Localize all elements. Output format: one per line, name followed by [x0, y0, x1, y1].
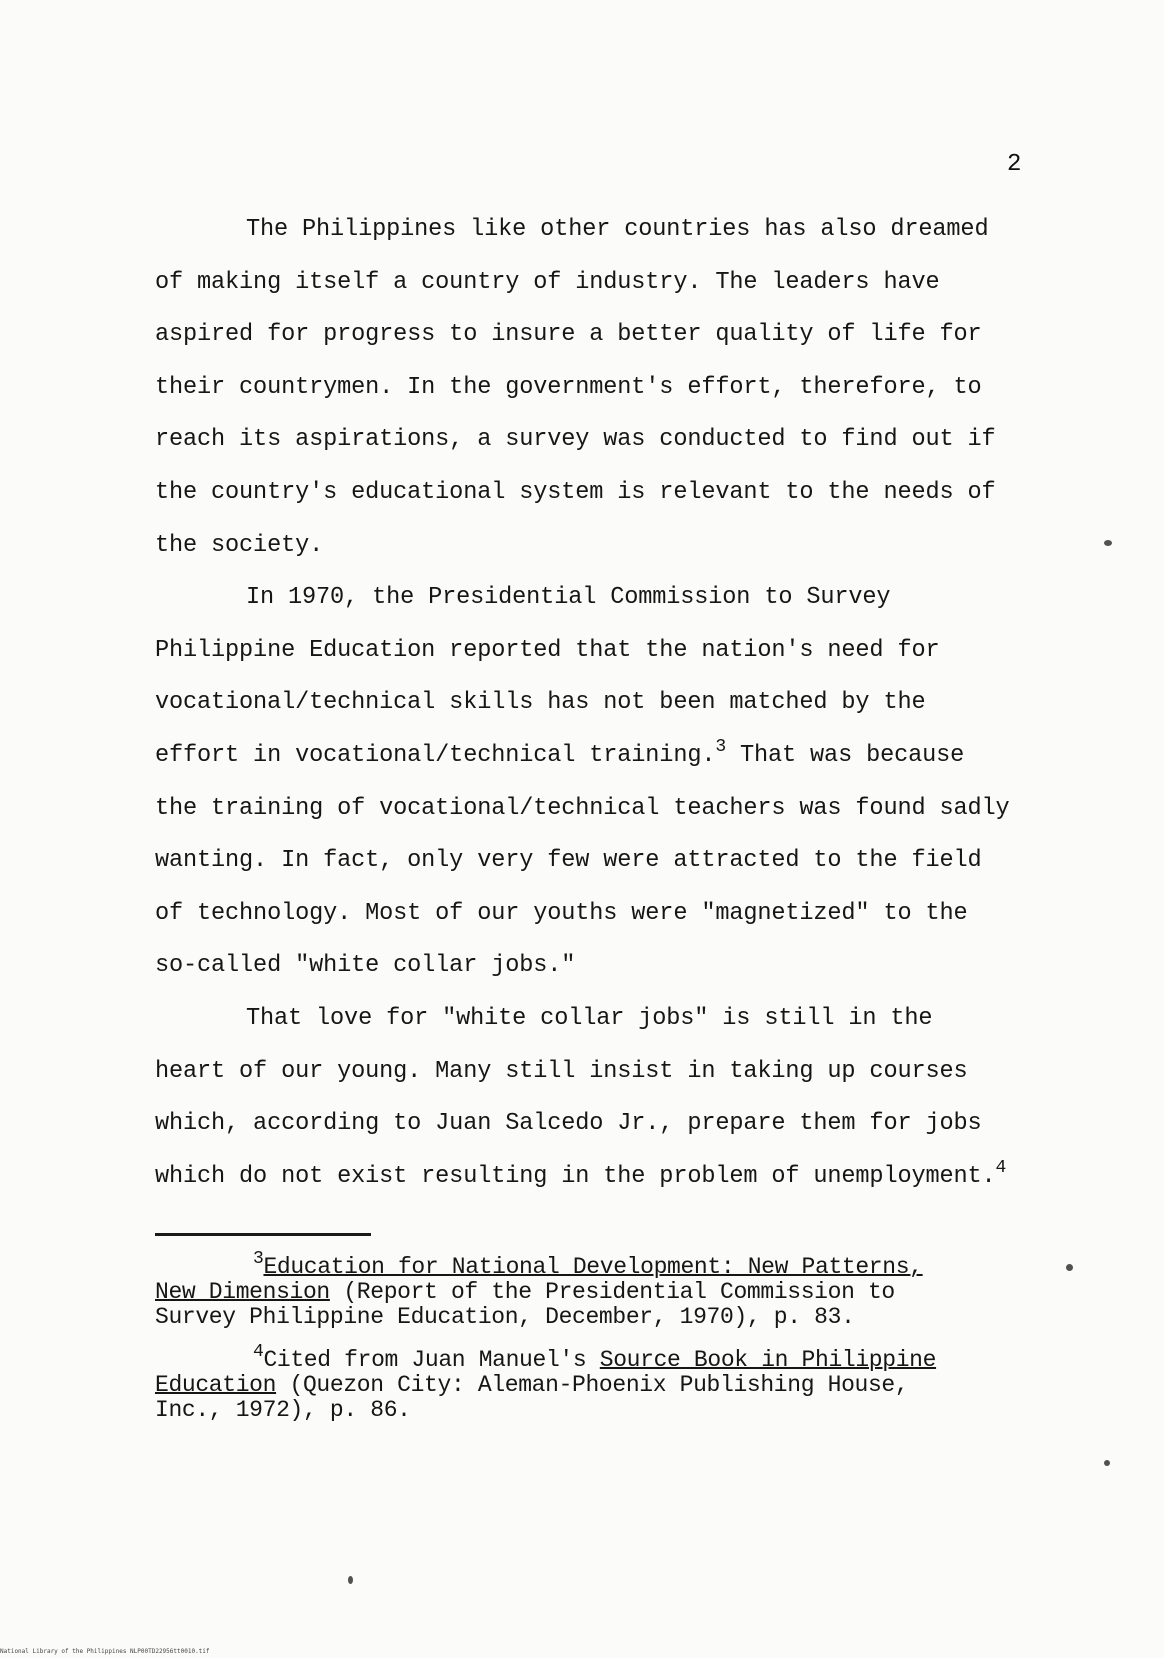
text-line: of making itself a country of industry. The leaders have	[155, 268, 940, 296]
text-line: the country's educational system is relevant to the needs of	[155, 478, 996, 506]
footnotes	[155, 1249, 1005, 1441]
text-line: reach its aspirations, a survey was conducted to find out if	[155, 426, 996, 454]
scan-speck	[1104, 1460, 1110, 1466]
archive-label: National Library of the Philippines NLP00TD22956tt0010.tif	[0, 1648, 210, 1655]
text-fragment: which do not exist resulting in the problem of unemployment.	[155, 1162, 996, 1190]
scan-speck	[1104, 540, 1112, 546]
text-line: vocational/technical skills has not been matched by the	[155, 689, 926, 717]
footnote-line: Inc., 1972), p. 86.	[155, 1397, 411, 1423]
footnote-line	[155, 1280, 1005, 1305]
footnote-marker: 3	[253, 1249, 264, 1269]
text-line: the society.	[155, 531, 324, 559]
footnote-reference-4: 4	[995, 1157, 1007, 1178]
text-line: so-called "white collar jobs."	[155, 952, 576, 980]
paragraph-1	[155, 204, 1005, 572]
footnote-line	[155, 1373, 1005, 1398]
scan-speck	[1066, 1264, 1073, 1271]
text-fragment: effort in vocational/technical training.	[155, 741, 716, 769]
text-line: Philippine Education reported that the nation's need for	[155, 636, 940, 664]
footnote-divider	[155, 1233, 371, 1236]
footnote-line	[155, 1342, 1005, 1373]
footnote-4	[155, 1342, 1005, 1423]
text-line: their countrymen. In the government's effort, therefore, to	[155, 373, 982, 401]
footnote-title: Education for National Development: New Patterns,	[263, 1254, 923, 1280]
footnote-text: (Report of the Presidential Commission to	[329, 1279, 895, 1305]
text-line	[155, 730, 1005, 783]
paragraph-3	[155, 993, 1005, 1203]
footnote-title: New Dimension	[155, 1279, 330, 1305]
page-number: 2	[1007, 151, 1022, 178]
body-text	[155, 204, 1010, 1203]
footnote-text: Cited from Juan Manuel's	[263, 1347, 600, 1373]
scan-speck	[348, 1576, 353, 1584]
footnote-text: (Quezon City: Aleman-Phoenix Publishing House,	[276, 1372, 909, 1398]
footnote-reference-3: 3	[715, 736, 726, 757]
text-fragment: That was because	[726, 741, 965, 769]
text-line: the training of vocational/technical teachers was found sadly	[155, 794, 1010, 822]
footnote-marker: 4	[253, 1342, 264, 1362]
text-line: aspired for progress to insure a better quality of life for	[155, 321, 982, 349]
footnote-title: Source Book in Philippine	[599, 1347, 937, 1373]
footnote-line	[155, 1249, 1005, 1280]
footnote-line: Survey Philippine Education, December, 1970), p. 83.	[155, 1304, 855, 1330]
text-line: of technology. Most of our youths were "magnetized" to the	[155, 899, 968, 927]
paragraph-2	[155, 572, 1010, 993]
footnote-3	[155, 1249, 1005, 1330]
text-line: In 1970, the Presidential Commission to Survey	[246, 584, 891, 612]
text-line: heart of our young. Many still insist in taking up courses	[155, 1057, 968, 1085]
text-line: wanting. In fact, only very few were attracted to the field	[155, 847, 982, 875]
text-line: which, according to Juan Salcedo Jr., prepare them for jobs	[155, 1110, 982, 1138]
text-line: That love for "white collar jobs" is still in the	[246, 1004, 933, 1032]
text-line: The Philippines like other countries has also dreamed	[246, 216, 989, 243]
text-line	[155, 1151, 1005, 1204]
footnote-title: Education	[155, 1372, 277, 1398]
